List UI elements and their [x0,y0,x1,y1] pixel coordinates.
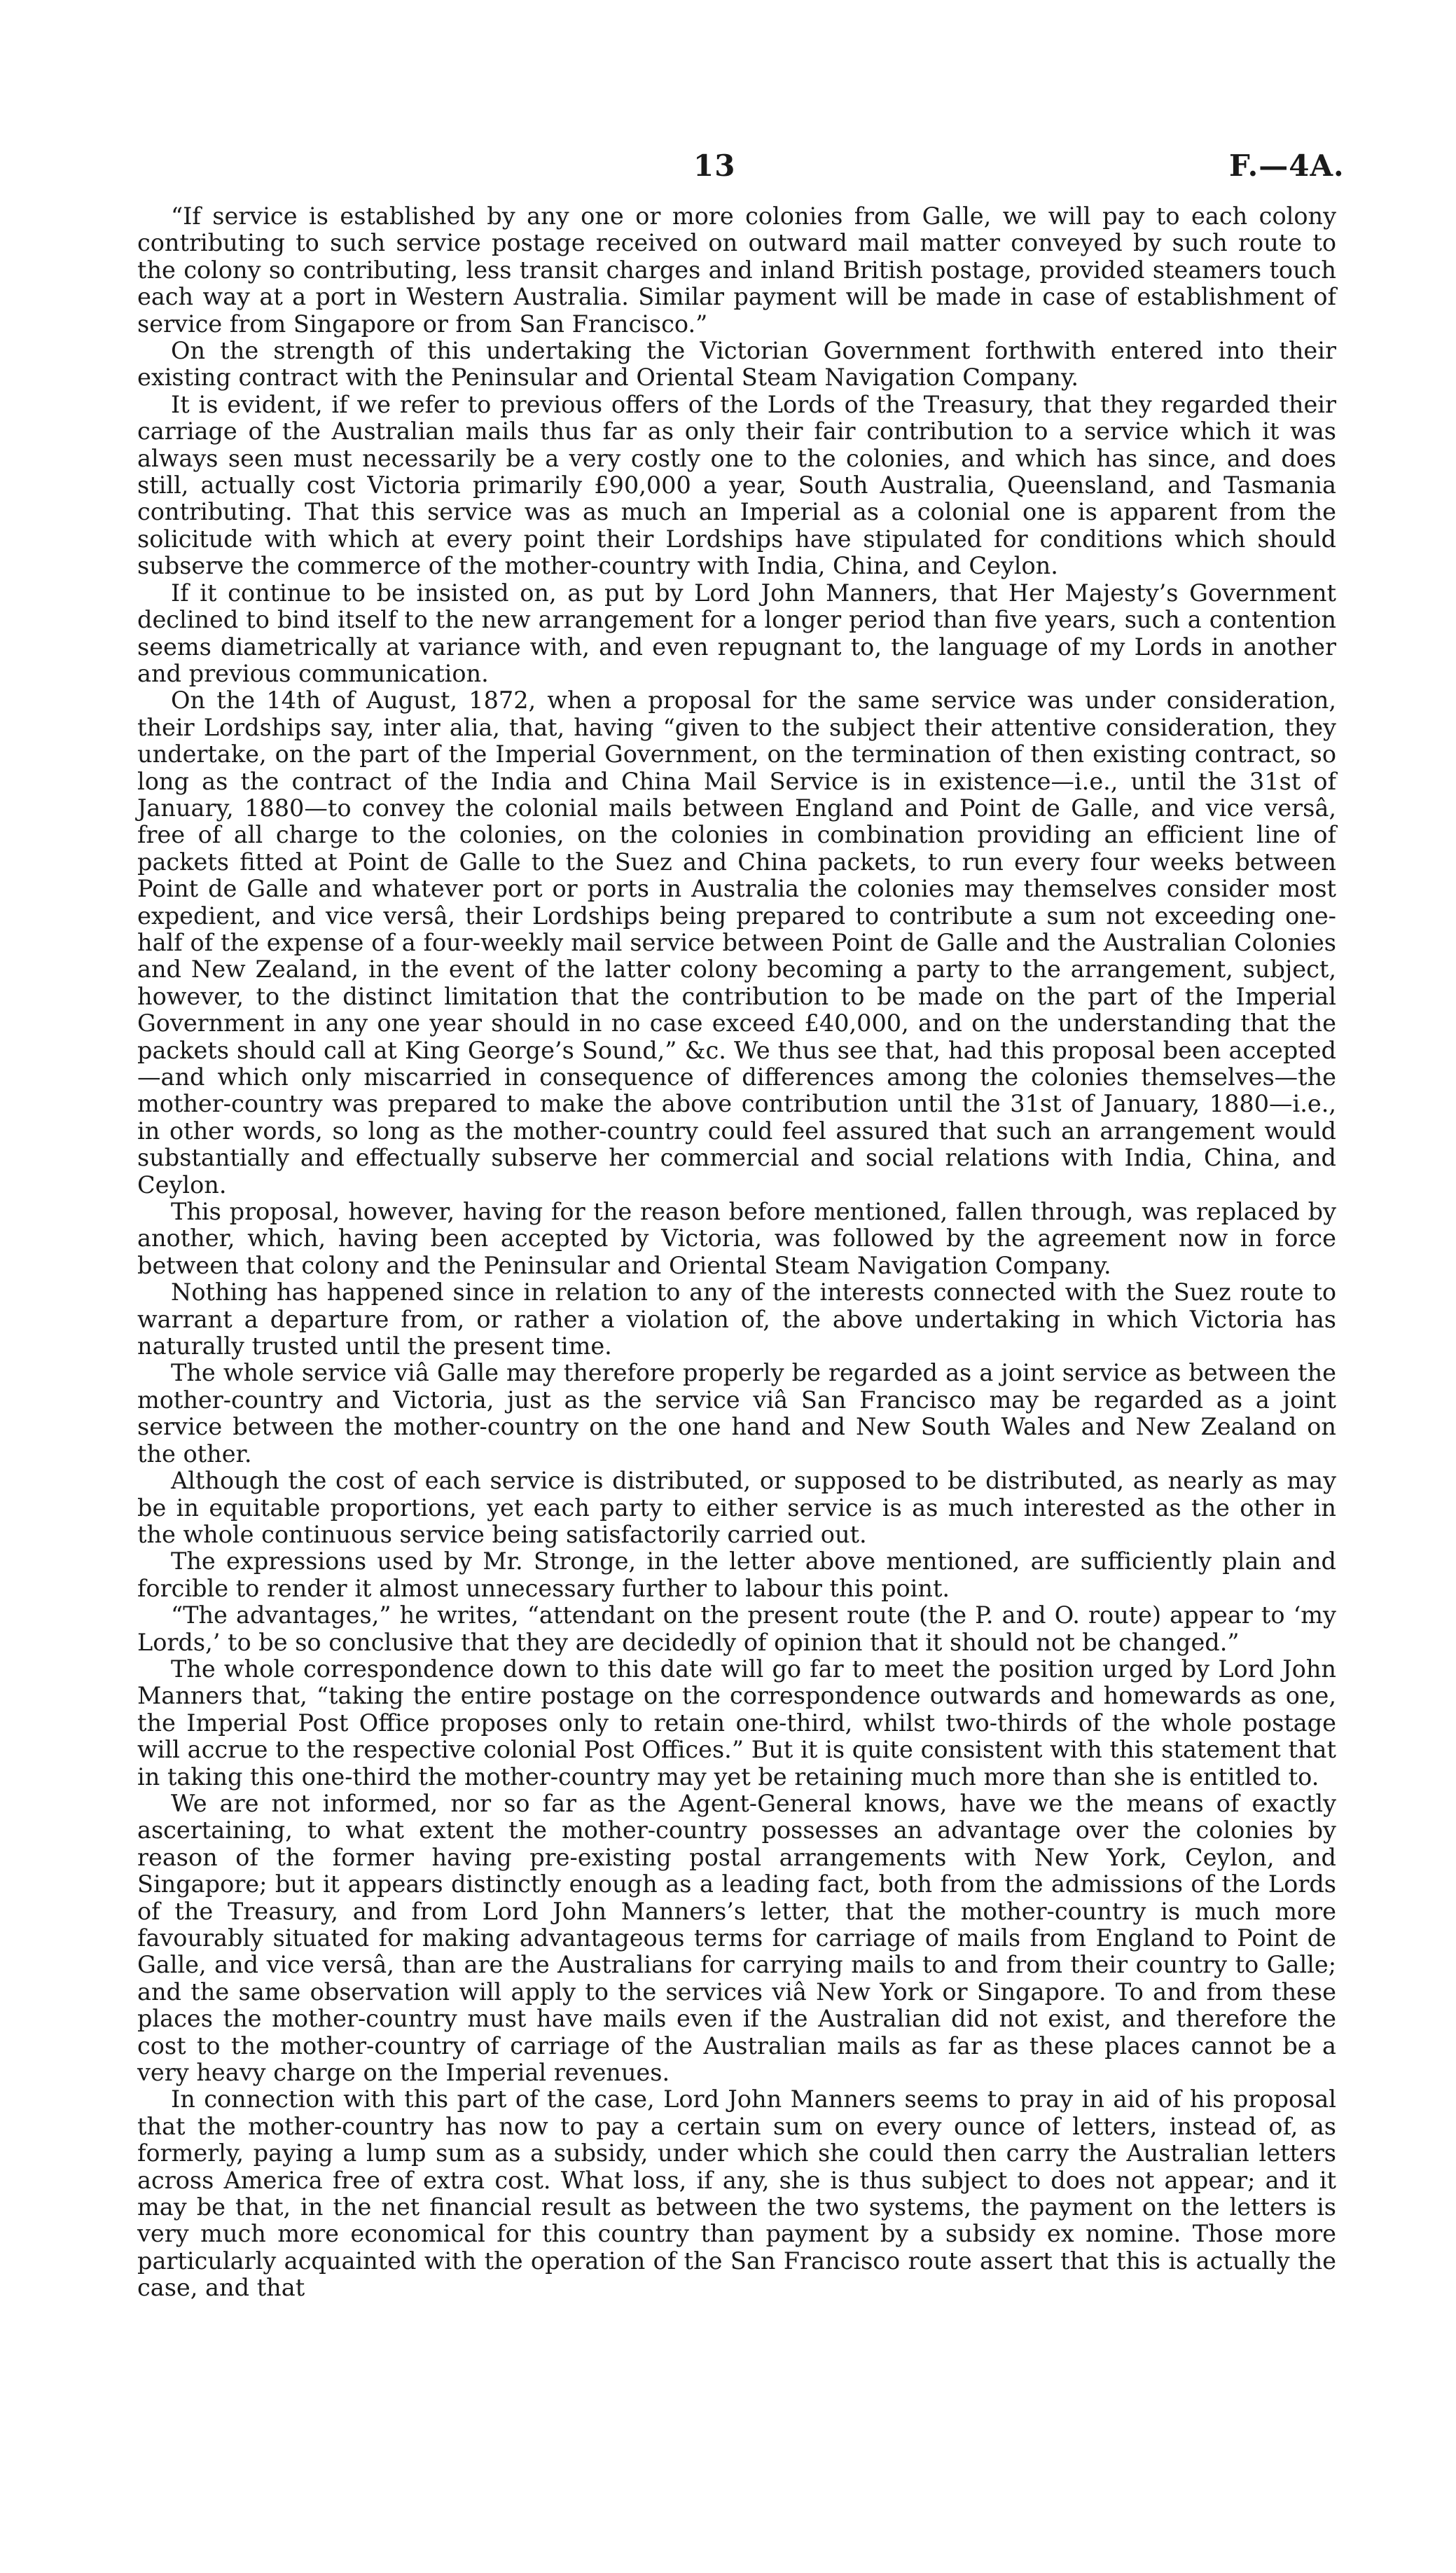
paragraph: “The advantages,” he writes, “attendant on the present route (the P. and O. route) appear to ‘my Lords,’ to be so conclusive that they are decidedly of opinion that it should not be changed.” [137,1601,1336,1656]
paragraph: In connection with this part of the case, Lord John Manners seems to pray in aid of his proposal that the mother-country has now to pay a certain sum on every ounce of letters, instead of, as formerly, paying a lump sum as a subsidy, under which she could then carry the Australian letters across America free of extra cost. What loss, if any, she is thus subject to does not appear; and it may be that, in the net financial result as between the two systems, the payment on the letters is very much more economical for this country than payment by a subsidy ex nomine. Those more particularly acquainted with the operation of the San Francisco route assert that this is actually the case, and that [137,2085,1336,2302]
paragraph: The expressions used by Mr. Stronge, in the letter above mentioned, are sufficiently plain and forcible to render it almost unnecessary further to labour this point. [137,1547,1336,1602]
body-text [137,203,1336,2302]
paragraph: We are not informed, nor so far as the Agent-General knows, have we the means of exactly ascertaining, to what extent the mother-country possesses an advantage over the colonies by reason of the former having pre-existing postal arrangements with New York, Ceylon, and Singapore; but it appears distinctly enough as a leading fact, both from the admissions of the Lords of the Treasury, and from Lord John Manners’s letter, that the mother-country is much more favourably situated for making advantageous terms for carriage of mails from England to Point de Galle, and vice versâ, than are the Australians for carrying mails to and from their country to Galle; and the same observation will apply to the services viâ New York or Singapore. To and from these places the mother-country must have mails even if the Australian did not exist, and therefore the cost to the mother-country of carriage of the Australian mails as far as these places cannot be a very heavy charge on the Imperial revenues. [137,1789,1336,2087]
paragraph: This proposal, however, having for the reason before mentioned, fallen through, was replaced by another, which, having been accepted by Victoria, was followed by the agreement now in force between that colony and the Peninsular and Oriental Steam Navigation Company. [137,1198,1336,1279]
paragraph: Although the cost of each service is distributed, or supposed to be distributed, as nearly as may be in equitable proportions, yet each party to either service is as much interested as the other in the whole continuous service being satisfactorily carried out. [137,1467,1336,1548]
paragraph: On the 14th of August, 1872, when a proposal for the same service was under consideration, their Lordships say, inter alia, that, having “given to the subject their attentive consideration, they undertake, on the part of the Imperial Government, on the termination of then existing contract, so long as the contract of the India and China Mail Service is in existence—i.e., until the 31st of January, 1880—to convey the colonial mails between England and Point de Galle, and vice versâ, free of all charge to the colonies, on the colonies in combination providing an efficient line of packets fitted at Point de Galle to the Suez and China packets, to run every four weeks between Point de Galle and whatever port or ports in Australia the colonies may themselves consider most expedient, and vice versâ, their Lordships being prepared to contribute a sum not exceeding one-half of the expense of a four-weekly mail service between Point de Galle and the Australian Colonies and New Zealand, in the event of the latter colony becoming a party to the arrangement, subject, however, to the distinct limitation that the contribution to be made on the part of the Imperial Government in any one year should in no case exceed £40,000, and on the understanding that the packets should call at King George’s Sound,” &c. We thus see that, had this proposal been accepted—and which only miscarried in consequence of differences among the colonies themselves—the mother-country was prepared to make the above contribution until the 31st of January, 1880—i.e., in other words, so long as the mother-country could feel assured that such an arrangement would substantially and effectually subserve her commercial and social relations with India, China, and Ceylon. [137,687,1336,1199]
paragraph: If it continue to be insisted on, as put by Lord John Manners, that Her Majesty’s Government declined to bind itself to the new arrangement for a longer period than five years, such a contention seems diametrically at variance with, and even repugnant to, the language of my Lords in another and previous communication. [137,579,1336,687]
paragraph: The whole service viâ Galle may therefore properly be regarded as a joint service as between the mother-country and Victoria, just as the service viâ San Francisco may be regarded as a joint service between the mother-country on the one hand and New South Wales and New Zealand on the other. [137,1359,1336,1468]
page-number: 13 [693,149,736,183]
paragraph: It is evident, if we refer to previous offers of the Lords of the Treasury, that they regarded their carriage of the Australian mails thus far as only their fair contribution to a service which it was always seen must necessarily be a very costly one to the colonies, and which has since, and does still, actually cost Victoria primarily £90,000 a year, South Australia, Queensland, and Tasmania contributing. That this service was as much an Imperial as a colonial one is apparent from the solicitude with which at every point their Lordships have stipulated for conditions which should subserve the commerce of the mother-country with India, China, and Ceylon. [137,390,1336,580]
paragraph: “If service is established by any one or more colonies from Galle, we will pay to each colony contributing to such service postage received on outward mail matter conveyed by such route to the colony so contributing, less transit charges and inland British postage, provided steamers touch each way at a port in Western Australia. Similar payment will be made in case of establishment of service from Singapore or from San Francisco.” [137,202,1336,338]
document-reference: F.—4A. [1229,149,1345,183]
page-header [0,149,1456,191]
paragraph: The whole correspondence down to this date will go far to meet the position urged by Lord John Manners that, “taking the entire postage on the correspondence outwards and homewards as one, the Imperial Post Office proposes only to retain one-third, whilst two-thirds of the whole postage will accrue to the respective colonial Post Offices.” But it is quite consistent with this statement that in taking this one-third the mother-country may yet be retaining much more than she is entitled to. [137,1655,1336,1791]
paragraph: On the strength of this undertaking the Victorian Government forthwith entered into their existing contract with the Peninsular and Oriental Steam Navigation Company. [137,337,1336,392]
paragraph: Nothing has happened since in relation to any of the interests connected with the Suez route to warrant a departure from, or rather a violation of, the above undertaking in which Victoria has naturally trusted until the present time. [137,1278,1336,1360]
